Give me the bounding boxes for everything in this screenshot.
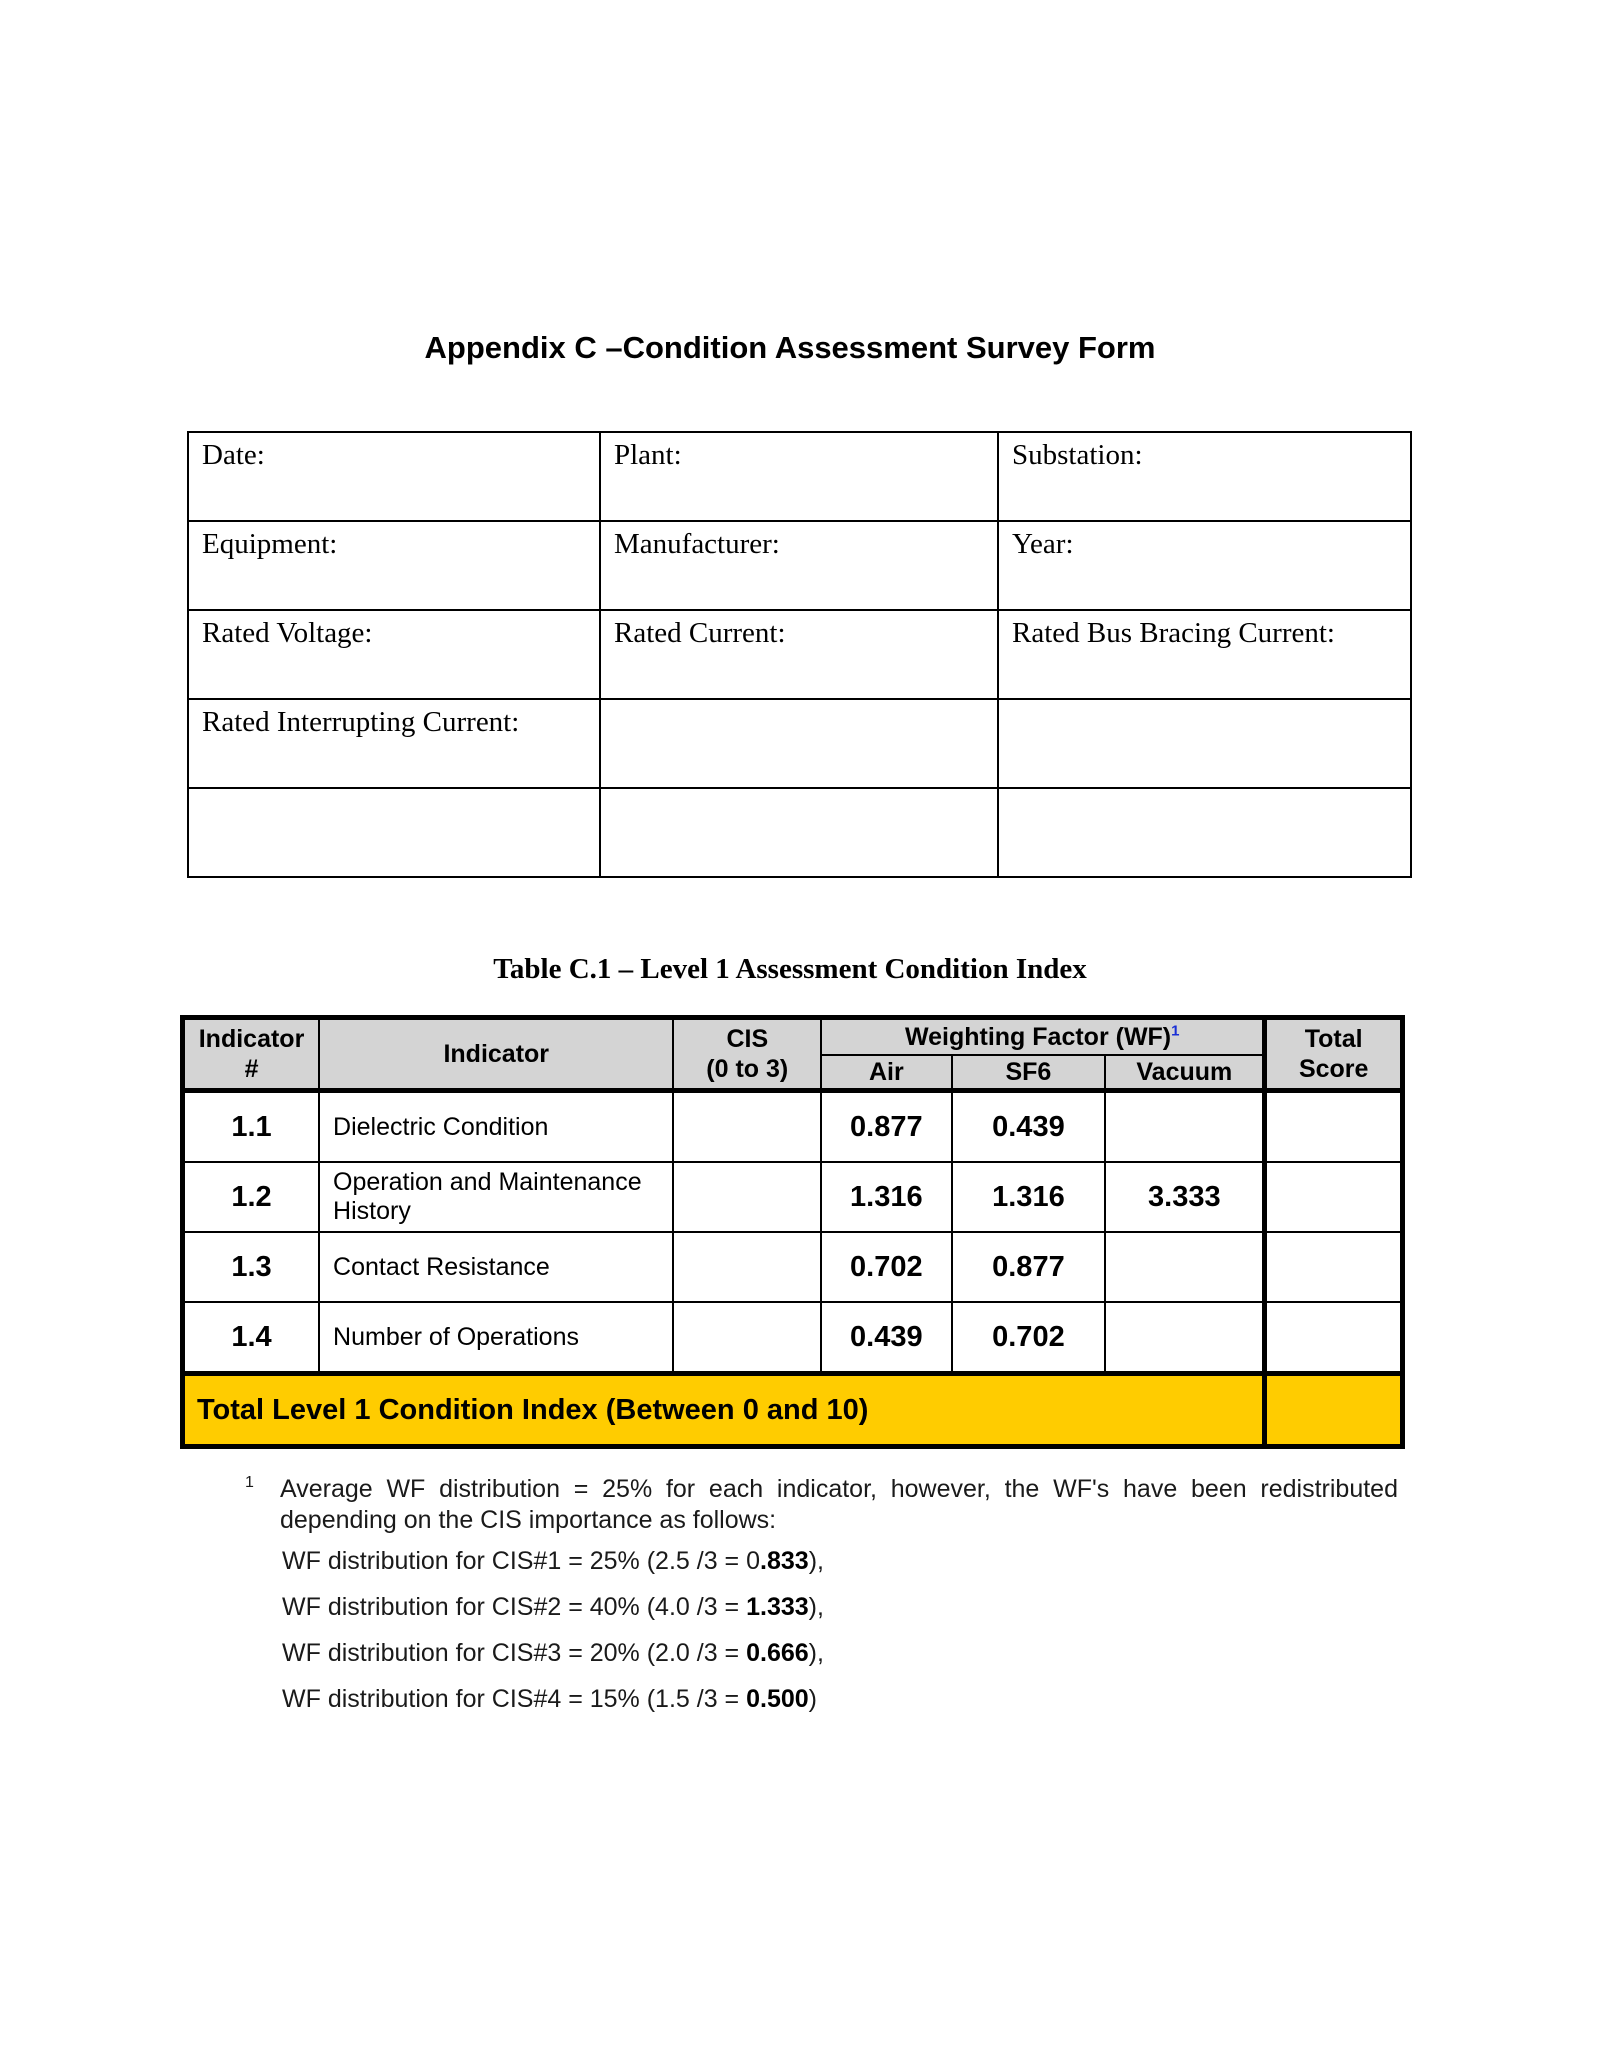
cis-cell[interactable] bbox=[673, 1091, 821, 1163]
sf6-header: SF6 bbox=[952, 1055, 1106, 1091]
air-wf-cell: 0.702 bbox=[821, 1232, 952, 1302]
header-row bbox=[183, 1018, 1403, 1056]
header-label: Score bbox=[1298, 1055, 1369, 1083]
line-text: WF distribution for CIS#1 = 25% (2.5 /3 = 0 bbox=[282, 1547, 761, 1575]
air-wf-cell: 0.877 bbox=[821, 1091, 952, 1163]
air-header: Air bbox=[821, 1055, 952, 1091]
indicator-number: 1.3 bbox=[183, 1232, 320, 1302]
header-label: (0 to 3) bbox=[706, 1055, 789, 1083]
form-row bbox=[188, 788, 1411, 877]
indicator-name: Contact Resistance bbox=[319, 1232, 673, 1302]
footnote-text: Average WF distribution = 25% for each indicator, however, the WF's have been redistributed depending on the CIS importance as follows: bbox=[280, 1475, 1398, 1534]
table-row bbox=[183, 1302, 1403, 1374]
wf-distribution-line bbox=[282, 1592, 824, 1623]
sf6-wf-cell: 0.877 bbox=[952, 1232, 1106, 1302]
header-label: Weighting Factor (WF) bbox=[904, 1023, 1172, 1051]
cis-cell[interactable] bbox=[673, 1162, 821, 1232]
table-row bbox=[183, 1162, 1403, 1232]
condition-index-table bbox=[180, 1015, 1405, 1449]
date-field[interactable]: Date: bbox=[188, 432, 600, 521]
footnote-marker: 1 bbox=[245, 1474, 254, 1491]
substation-field[interactable]: Substation: bbox=[998, 432, 1411, 521]
cis-header bbox=[673, 1018, 821, 1091]
manufacturer-field[interactable]: Manufacturer: bbox=[600, 521, 998, 610]
blank-field[interactable] bbox=[188, 788, 600, 877]
header-label: Total bbox=[1304, 1025, 1363, 1053]
line-text: ), bbox=[808, 1593, 824, 1621]
indicator-number: 1.1 bbox=[183, 1091, 320, 1163]
line-value: 0.666 bbox=[746, 1639, 809, 1667]
blank-field[interactable] bbox=[998, 699, 1411, 788]
table-row bbox=[183, 1091, 1403, 1163]
sf6-wf-cell: 0.702 bbox=[952, 1302, 1106, 1374]
vacuum-header: Vacuum bbox=[1105, 1055, 1265, 1091]
page-title: Appendix C –Condition Assessment Survey Form bbox=[424, 330, 1156, 365]
indicator-number: 1.4 bbox=[183, 1302, 320, 1374]
line-text: WF distribution for CIS#2 = 40% (4.0 /3 = bbox=[282, 1593, 747, 1621]
indicator-name: Number of Operations bbox=[319, 1302, 673, 1374]
survey-info-form bbox=[187, 431, 1412, 878]
blank-field[interactable] bbox=[998, 788, 1411, 877]
rated-current-field[interactable]: Rated Current: bbox=[600, 610, 998, 699]
total-score-cell[interactable] bbox=[1265, 1302, 1403, 1374]
line-value: 1.333 bbox=[746, 1593, 809, 1621]
indicator-number-header bbox=[183, 1018, 320, 1091]
sf6-wf-cell: 0.439 bbox=[952, 1091, 1106, 1163]
equipment-field[interactable]: Equipment: bbox=[188, 521, 600, 610]
total-condition-index-cell[interactable] bbox=[1265, 1374, 1403, 1447]
header-label: Indicator bbox=[198, 1025, 305, 1053]
line-value: .833 bbox=[760, 1547, 809, 1575]
weighting-factor-header bbox=[821, 1018, 1265, 1056]
wf-distribution-line bbox=[282, 1684, 817, 1715]
total-condition-index-label: Total Level 1 Condition Index (Between 0 and 10) bbox=[183, 1374, 1265, 1447]
vacuum-wf-cell: 3.333 bbox=[1105, 1162, 1265, 1232]
form-row bbox=[188, 432, 1411, 521]
line-text: ) bbox=[808, 1685, 817, 1713]
air-wf-cell: 0.439 bbox=[821, 1302, 952, 1374]
year-field[interactable]: Year: bbox=[998, 521, 1411, 610]
blank-field[interactable] bbox=[600, 788, 998, 877]
form-row bbox=[188, 610, 1411, 699]
rated-voltage-field[interactable]: Rated Voltage: bbox=[188, 610, 600, 699]
cis-cell[interactable] bbox=[673, 1302, 821, 1374]
rated-bus-bracing-current-field[interactable]: Rated Bus Bracing Current: bbox=[998, 610, 1411, 699]
line-value: 0.500 bbox=[746, 1685, 809, 1713]
form-row bbox=[188, 699, 1411, 788]
footnote-reference: 1 bbox=[1171, 1022, 1180, 1040]
total-score-cell[interactable] bbox=[1265, 1232, 1403, 1302]
header-label: CIS bbox=[726, 1025, 769, 1053]
indicator-header: Indicator bbox=[319, 1018, 673, 1091]
table-row bbox=[183, 1232, 1403, 1302]
rated-interrupting-current-field[interactable]: Rated Interrupting Current: bbox=[188, 699, 600, 788]
total-score-cell[interactable] bbox=[1265, 1162, 1403, 1232]
total-score-cell[interactable] bbox=[1265, 1091, 1403, 1163]
cis-cell[interactable] bbox=[673, 1232, 821, 1302]
vacuum-wf-cell bbox=[1105, 1302, 1265, 1374]
sf6-wf-cell: 1.316 bbox=[952, 1162, 1106, 1232]
header-label: # bbox=[244, 1055, 259, 1083]
indicator-name: Operation and Maintenance History bbox=[319, 1162, 673, 1232]
total-row bbox=[183, 1374, 1403, 1447]
blank-field[interactable] bbox=[600, 699, 998, 788]
wf-distribution-line bbox=[282, 1638, 824, 1669]
line-text: WF distribution for CIS#4 = 15% (1.5 /3 = bbox=[282, 1685, 747, 1713]
vacuum-wf-cell bbox=[1105, 1091, 1265, 1163]
table-caption: Table C.1 – Level 1 Assessment Condition Index bbox=[493, 953, 1087, 985]
indicator-number: 1.2 bbox=[183, 1162, 320, 1232]
line-text: ), bbox=[808, 1639, 824, 1667]
air-wf-cell: 1.316 bbox=[821, 1162, 952, 1232]
vacuum-wf-cell bbox=[1105, 1232, 1265, 1302]
line-text: WF distribution for CIS#3 = 20% (2.0 /3 = bbox=[282, 1639, 747, 1667]
total-score-header bbox=[1265, 1018, 1403, 1091]
wf-distribution-line bbox=[282, 1546, 824, 1577]
form-row bbox=[188, 521, 1411, 610]
line-text: ), bbox=[808, 1547, 824, 1575]
indicator-name: Dielectric Condition bbox=[319, 1091, 673, 1163]
plant-field[interactable]: Plant: bbox=[600, 432, 998, 521]
